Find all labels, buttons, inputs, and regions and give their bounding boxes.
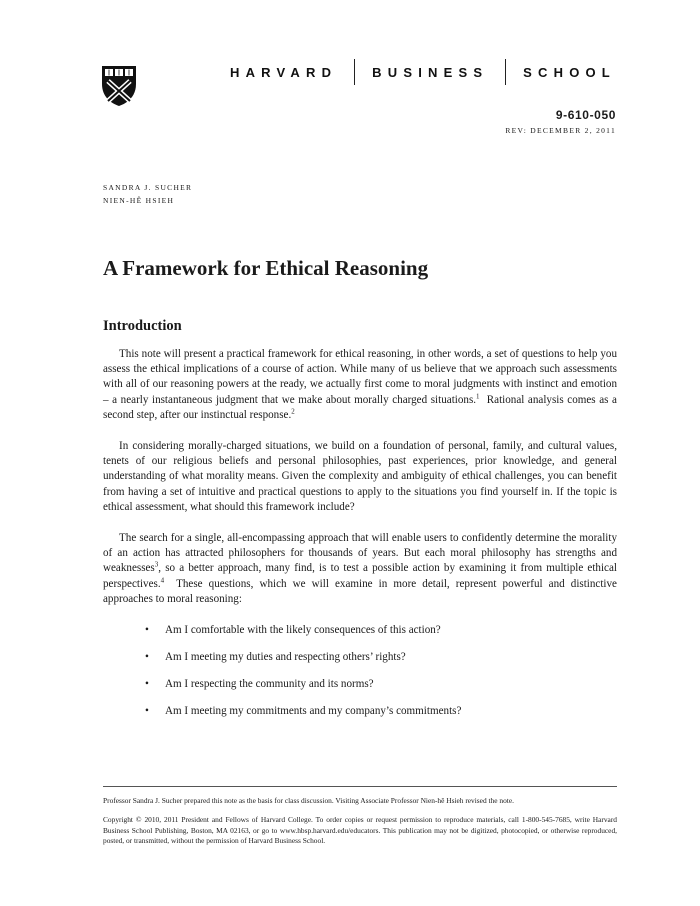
question-text: Am I meeting my duties and respecting others’ rights? [165, 651, 406, 664]
masthead [230, 60, 616, 84]
author-list [103, 181, 192, 207]
masthead-business: BUSINESS [372, 64, 489, 80]
paragraph: In considering morally-charged situations, we build on a foundation of personal, family, and cultural values, tenets of our religious beliefs and personal philosophies, past experiences, prior knowledge, and general understanding of what morality means. Given the complexity and ambiguity of ethical challenges, you can benefit from having a set of intuitive and practical questions to apply to the situations you find yourself in. If the topic is ethical assessment, what should this framework include? [103, 440, 617, 513]
footnote-ref[interactable]: 1 [476, 391, 480, 400]
document-title: A Framework for Ethical Reasoning [103, 256, 429, 280]
author-name: NIEN-HÊ HSIEH [103, 196, 175, 205]
bullet-icon: • [145, 705, 149, 718]
list-item [145, 650, 617, 665]
footer [103, 796, 617, 856]
copyright-notice: Copyright © 2010, 2011 President and Fellows of Harvard College. To order copies or request permission to reproduce materials, call 1-800-545-7685, write Harvard Business School Publishing, Boston, MA 02163, or go to www.hbsp.harvard.edu/educators. This publication may not be digitized, photocopied, or otherwise reproduced, posted, or transmitted, without the permission of Harvard Business School. [103, 815, 617, 846]
paragraph-text: Rational analysis comes as a second step, after our instinctual response. [103, 393, 620, 421]
author-name: SANDRA J. SUCHER [103, 183, 193, 192]
paragraph-text: The search for a single, all-encompassing approach that will enable users to confidently determine the morality of an action has attracted philosophers for thousands of years. But each moral philosophy has strengths and weaknesses [103, 532, 617, 575]
bullet-icon: • [145, 624, 149, 637]
masthead-divider [354, 59, 355, 85]
footnote-ref[interactable]: 4 [160, 575, 165, 584]
footer-divider [103, 786, 617, 787]
section-heading: Introduction [103, 318, 182, 334]
paragraph-text: This note will present a practical framework for ethical reasoning, in other words, a set of questions to help you assess the ethical implications of a course of action. While many of us believe that we approach such assessments with all of our reasoning powers at the ready, we actually first come to moral judgments with instinct and emotion – a nearly instantaneous judgment that we make about morally charged situations. [103, 348, 617, 406]
bullet-icon: • [145, 678, 149, 691]
list-item [145, 677, 617, 692]
document-number: 9-610-050 [555, 108, 616, 122]
footnote-ref[interactable]: 3 [154, 560, 159, 569]
masthead-harvard: HARVARD [230, 64, 338, 80]
footnote-ref[interactable]: 2 [291, 407, 295, 416]
preparation-note: Professor Sandra J. Sucher prepared this note as the basis for class discussion. Visiting Associate Professor Nien-hê Hsieh revised the note. [103, 796, 514, 805]
paragraph-text: These questions, which we will examine in more detail, represent powerful and distinctive approaches to moral reasoning: [103, 577, 620, 605]
masthead-divider [505, 59, 506, 85]
paragraph-text: , so a better approach, many find, is to test a possible action by examining it from multiple ethical perspectives. [103, 562, 617, 590]
paragraph [103, 531, 620, 607]
masthead-school: SCHOOL [523, 64, 616, 80]
bullet-icon: • [145, 651, 149, 664]
revision-date: REV: DECEMBER 2, 2011 [505, 126, 616, 135]
question-text: Am I meeting my commitments and my company’s commitments? [165, 705, 462, 718]
list-item [145, 623, 617, 638]
list-item [145, 704, 617, 719]
paragraph [103, 347, 620, 423]
body-text [103, 347, 620, 731]
question-text: Am I respecting the community and its norms? [165, 678, 374, 691]
harvard-shield-icon [101, 65, 137, 107]
question-list [103, 623, 617, 719]
question-text: Am I comfortable with the likely consequences of this action? [165, 624, 441, 637]
